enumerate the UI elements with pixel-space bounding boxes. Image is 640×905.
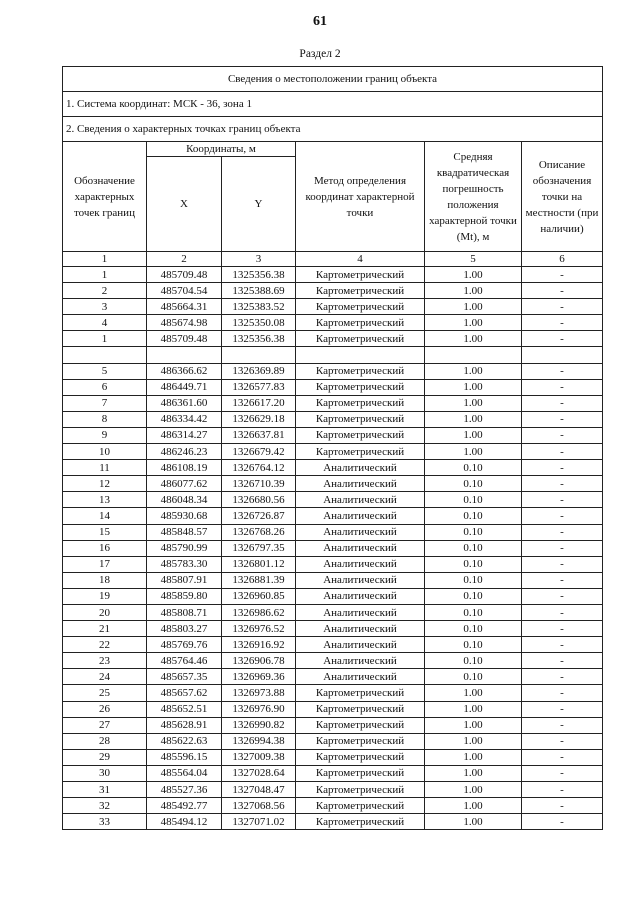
- method-cell: Картометрический: [296, 444, 425, 460]
- table-row: [63, 411, 603, 427]
- error-cell: 0.10: [425, 669, 522, 685]
- point-id-cell: 25: [63, 685, 147, 701]
- point-id-cell: 21: [63, 621, 147, 637]
- header-x: X: [147, 157, 222, 252]
- method-cell: Картометрический: [296, 749, 425, 765]
- x-cell: 485709.48: [147, 331, 222, 347]
- description-cell: -: [522, 331, 603, 347]
- table-row: [63, 814, 603, 830]
- error-cell: 1.00: [425, 685, 522, 701]
- table-row: [63, 267, 603, 283]
- header-method: Метод определения координат характерной точки: [296, 142, 425, 252]
- method-cell: Картометрический: [296, 267, 425, 283]
- point-id-cell: 19: [63, 588, 147, 604]
- description-cell: -: [522, 460, 603, 476]
- error-cell: 1.00: [425, 717, 522, 733]
- point-id-cell: 33: [63, 814, 147, 830]
- y-cell: 1326768.26: [222, 524, 296, 540]
- method-cell: Аналитический: [296, 508, 425, 524]
- point-id-cell: 18: [63, 572, 147, 588]
- method-cell: Картометрический: [296, 814, 425, 830]
- table-row: [63, 669, 603, 685]
- table-row: [63, 588, 603, 604]
- description-cell: -: [522, 653, 603, 669]
- description-cell: -: [522, 637, 603, 653]
- method-cell: Аналитический: [296, 492, 425, 508]
- point-id-cell: 14: [63, 508, 147, 524]
- method-cell: Картометрический: [296, 717, 425, 733]
- table-row: [63, 363, 603, 379]
- point-id-cell: 27: [63, 717, 147, 733]
- error-cell: 0.10: [425, 508, 522, 524]
- method-cell: Картометрический: [296, 782, 425, 798]
- error-cell: 1.00: [425, 283, 522, 299]
- x-cell: 485764.46: [147, 653, 222, 669]
- x-cell: 485848.57: [147, 524, 222, 540]
- point-id-cell: 1: [63, 267, 147, 283]
- description-cell: -: [522, 717, 603, 733]
- point-id-cell: 1: [63, 331, 147, 347]
- error-cell: 0.10: [425, 637, 522, 653]
- table-row: [63, 540, 603, 556]
- table-row: [63, 717, 603, 733]
- method-cell: Картометрический: [296, 379, 425, 395]
- description-cell: -: [522, 572, 603, 588]
- y-cell: 1326629.18: [222, 411, 296, 427]
- x-cell: 486361.60: [147, 395, 222, 411]
- method-cell: Картометрический: [296, 701, 425, 717]
- error-cell: 0.10: [425, 492, 522, 508]
- x-cell: 485628.91: [147, 717, 222, 733]
- point-id-cell: 4: [63, 315, 147, 331]
- error-cell: 1.00: [425, 411, 522, 427]
- x-cell: 486246.23: [147, 444, 222, 460]
- point-id-cell: 2: [63, 283, 147, 299]
- table-row: [63, 782, 603, 798]
- point-id-cell: [63, 347, 147, 363]
- column-number: 2: [147, 252, 222, 267]
- point-id-cell: 8: [63, 411, 147, 427]
- y-cell: 1327071.02: [222, 814, 296, 830]
- table-row: [63, 379, 603, 395]
- point-id-cell: 13: [63, 492, 147, 508]
- description-cell: -: [522, 621, 603, 637]
- page-number: 61: [313, 14, 327, 29]
- y-cell: 1325350.08: [222, 315, 296, 331]
- table-row: [63, 492, 603, 508]
- table-row: [63, 765, 603, 781]
- y-cell: 1325383.52: [222, 299, 296, 315]
- y-cell: 1326577.83: [222, 379, 296, 395]
- x-cell: 485596.15: [147, 749, 222, 765]
- table-row: [63, 653, 603, 669]
- x-cell: 485790.99: [147, 540, 222, 556]
- x-cell: 486449.71: [147, 379, 222, 395]
- point-id-cell: 10: [63, 444, 147, 460]
- table-row: [63, 524, 603, 540]
- x-cell: 485657.35: [147, 669, 222, 685]
- point-id-cell: 3: [63, 299, 147, 315]
- error-cell: 1.00: [425, 749, 522, 765]
- error-cell: 1.00: [425, 315, 522, 331]
- description-cell: -: [522, 765, 603, 781]
- description-cell: -: [522, 379, 603, 395]
- method-cell: Картометрический: [296, 363, 425, 379]
- column-number: 6: [522, 252, 603, 267]
- error-cell: 1.00: [425, 733, 522, 749]
- method-cell: Картометрический: [296, 733, 425, 749]
- error-cell: 1.00: [425, 395, 522, 411]
- table-row: [63, 621, 603, 637]
- x-cell: 485527.36: [147, 782, 222, 798]
- x-cell: 486077.62: [147, 476, 222, 492]
- method-cell: Аналитический: [296, 637, 425, 653]
- description-cell: -: [522, 411, 603, 427]
- description-cell: -: [522, 492, 603, 508]
- y-cell: 1327048.47: [222, 782, 296, 798]
- y-cell: 1326990.82: [222, 717, 296, 733]
- y-cell: 1327028.64: [222, 765, 296, 781]
- x-cell: 485709.48: [147, 267, 222, 283]
- y-cell: 1326960.85: [222, 588, 296, 604]
- description-cell: -: [522, 395, 603, 411]
- y-cell: [222, 347, 296, 363]
- column-number: 5: [425, 252, 522, 267]
- header-description: Описание обозначения точки на местности (при наличии): [522, 142, 603, 252]
- error-cell: 0.10: [425, 653, 522, 669]
- point-id-cell: 15: [63, 524, 147, 540]
- point-id-cell: 22: [63, 637, 147, 653]
- error-cell: 1.00: [425, 427, 522, 443]
- description-cell: -: [522, 363, 603, 379]
- method-cell: Картометрический: [296, 299, 425, 315]
- x-cell: 485664.31: [147, 299, 222, 315]
- y-cell: 1326369.89: [222, 363, 296, 379]
- y-cell: 1326976.90: [222, 701, 296, 717]
- description-cell: -: [522, 669, 603, 685]
- description-cell: -: [522, 315, 603, 331]
- y-cell: 1326679.42: [222, 444, 296, 460]
- y-cell: 1326973.88: [222, 685, 296, 701]
- y-cell: 1326710.39: [222, 476, 296, 492]
- y-cell: 1326680.56: [222, 492, 296, 508]
- y-cell: 1325356.38: [222, 267, 296, 283]
- table-body: [63, 267, 603, 830]
- y-cell: 1326994.38: [222, 733, 296, 749]
- method-cell: Аналитический: [296, 669, 425, 685]
- table-row: [63, 685, 603, 701]
- x-cell: 485657.62: [147, 685, 222, 701]
- point-id-cell: 23: [63, 653, 147, 669]
- x-cell: 485803.27: [147, 621, 222, 637]
- method-cell: Аналитический: [296, 460, 425, 476]
- method-cell: Картометрический: [296, 395, 425, 411]
- method-cell: Аналитический: [296, 556, 425, 572]
- y-cell: 1326969.36: [222, 669, 296, 685]
- x-cell: 485492.77: [147, 798, 222, 814]
- x-cell: 485564.04: [147, 765, 222, 781]
- table-row: [63, 331, 603, 347]
- section-label: Раздел 2: [299, 48, 341, 60]
- method-cell: Картометрический: [296, 685, 425, 701]
- y-cell: 1326976.52: [222, 621, 296, 637]
- x-cell: 486048.34: [147, 492, 222, 508]
- description-cell: [522, 347, 603, 363]
- x-cell: 486366.62: [147, 363, 222, 379]
- header-designation: Обозначение характерных точек границ: [63, 142, 147, 252]
- method-cell: Аналитический: [296, 604, 425, 620]
- error-cell: 1.00: [425, 299, 522, 315]
- x-cell: 486314.27: [147, 427, 222, 443]
- description-cell: -: [522, 444, 603, 460]
- table-title: Сведения о местоположении границ объекта: [63, 67, 603, 92]
- table-row: [63, 395, 603, 411]
- point-id-cell: 24: [63, 669, 147, 685]
- method-cell: Аналитический: [296, 476, 425, 492]
- error-cell: 1.00: [425, 701, 522, 717]
- y-cell: 1326764.12: [222, 460, 296, 476]
- point-id-cell: 20: [63, 604, 147, 620]
- points-section-title: 2. Сведения о характерных точках границ объекта: [63, 117, 603, 142]
- method-cell: [296, 347, 425, 363]
- method-cell: Аналитический: [296, 588, 425, 604]
- x-cell: 486334.42: [147, 411, 222, 427]
- description-cell: -: [522, 588, 603, 604]
- description-cell: -: [522, 267, 603, 283]
- method-cell: Картометрический: [296, 427, 425, 443]
- point-id-cell: 31: [63, 782, 147, 798]
- table-row: [63, 347, 603, 363]
- description-cell: -: [522, 524, 603, 540]
- y-cell: 1325388.69: [222, 283, 296, 299]
- x-cell: [147, 347, 222, 363]
- error-cell: 0.10: [425, 460, 522, 476]
- description-cell: -: [522, 427, 603, 443]
- description-cell: -: [522, 283, 603, 299]
- x-cell: 485622.63: [147, 733, 222, 749]
- boundary-points-table: [62, 66, 603, 830]
- description-cell: -: [522, 299, 603, 315]
- error-cell: 1.00: [425, 331, 522, 347]
- point-id-cell: 5: [63, 363, 147, 379]
- error-cell: 0.10: [425, 540, 522, 556]
- point-id-cell: 29: [63, 749, 147, 765]
- table-row: [63, 315, 603, 331]
- x-cell: 485704.54: [147, 283, 222, 299]
- error-cell: 0.10: [425, 621, 522, 637]
- point-id-cell: 30: [63, 765, 147, 781]
- description-cell: -: [522, 556, 603, 572]
- error-cell: 0.10: [425, 604, 522, 620]
- error-cell: 1.00: [425, 814, 522, 830]
- x-cell: 485652.51: [147, 701, 222, 717]
- error-cell: [425, 347, 522, 363]
- x-cell: 485808.71: [147, 604, 222, 620]
- description-cell: -: [522, 733, 603, 749]
- y-cell: 1326916.92: [222, 637, 296, 653]
- table-row: [63, 299, 603, 315]
- table-row: [63, 460, 603, 476]
- x-cell: 485783.30: [147, 556, 222, 572]
- header-error: Средняя квадратическая погрешность положения характерной точки (Mt), м: [425, 142, 522, 252]
- point-id-cell: 12: [63, 476, 147, 492]
- description-cell: -: [522, 782, 603, 798]
- point-id-cell: 32: [63, 798, 147, 814]
- y-cell: 1326797.35: [222, 540, 296, 556]
- error-cell: 0.10: [425, 588, 522, 604]
- table-row: [63, 556, 603, 572]
- error-cell: 0.10: [425, 524, 522, 540]
- y-cell: 1326906.78: [222, 653, 296, 669]
- point-id-cell: 7: [63, 395, 147, 411]
- method-cell: Аналитический: [296, 524, 425, 540]
- description-cell: -: [522, 508, 603, 524]
- error-cell: 0.10: [425, 572, 522, 588]
- x-cell: 486108.19: [147, 460, 222, 476]
- header-y: Y: [222, 157, 296, 252]
- table-row: [63, 604, 603, 620]
- description-cell: -: [522, 685, 603, 701]
- y-cell: 1326637.81: [222, 427, 296, 443]
- error-cell: 1.00: [425, 798, 522, 814]
- method-cell: Картометрический: [296, 411, 425, 427]
- table-row: [63, 444, 603, 460]
- table-row: [63, 701, 603, 717]
- description-cell: -: [522, 749, 603, 765]
- column-number: 1: [63, 252, 147, 267]
- y-cell: 1326726.87: [222, 508, 296, 524]
- column-number: 4: [296, 252, 425, 267]
- error-cell: 1.00: [425, 782, 522, 798]
- table-row: [63, 572, 603, 588]
- error-cell: 1.00: [425, 363, 522, 379]
- table-row: [63, 749, 603, 765]
- y-cell: 1326986.62: [222, 604, 296, 620]
- point-id-cell: 17: [63, 556, 147, 572]
- y-cell: 1326617.20: [222, 395, 296, 411]
- description-cell: -: [522, 476, 603, 492]
- method-cell: Картометрический: [296, 765, 425, 781]
- x-cell: 485769.76: [147, 637, 222, 653]
- table-row: [63, 733, 603, 749]
- error-cell: 0.10: [425, 556, 522, 572]
- description-cell: -: [522, 814, 603, 830]
- method-cell: Аналитический: [296, 621, 425, 637]
- description-cell: -: [522, 798, 603, 814]
- table-row: [63, 637, 603, 653]
- method-cell: Аналитический: [296, 572, 425, 588]
- method-cell: Аналитический: [296, 653, 425, 669]
- point-id-cell: 28: [63, 733, 147, 749]
- point-id-cell: 9: [63, 427, 147, 443]
- x-cell: 485494.12: [147, 814, 222, 830]
- point-id-cell: 26: [63, 701, 147, 717]
- method-cell: Картометрический: [296, 283, 425, 299]
- y-cell: 1326801.12: [222, 556, 296, 572]
- y-cell: 1327009.38: [222, 749, 296, 765]
- error-cell: 1.00: [425, 444, 522, 460]
- error-cell: 0.10: [425, 476, 522, 492]
- table-row: [63, 427, 603, 443]
- y-cell: 1325356.38: [222, 331, 296, 347]
- y-cell: 1326881.39: [222, 572, 296, 588]
- method-cell: Картометрический: [296, 331, 425, 347]
- table-row: [63, 476, 603, 492]
- table-row: [63, 508, 603, 524]
- description-cell: -: [522, 540, 603, 556]
- method-cell: Картометрический: [296, 798, 425, 814]
- column-number: 3: [222, 252, 296, 267]
- error-cell: 1.00: [425, 765, 522, 781]
- header-coordinates: Координаты, м: [147, 142, 296, 157]
- error-cell: 1.00: [425, 379, 522, 395]
- x-cell: 485859.80: [147, 588, 222, 604]
- description-cell: -: [522, 701, 603, 717]
- x-cell: 485807.91: [147, 572, 222, 588]
- point-id-cell: 16: [63, 540, 147, 556]
- error-cell: 1.00: [425, 267, 522, 283]
- method-cell: Аналитический: [296, 540, 425, 556]
- y-cell: 1327068.56: [222, 798, 296, 814]
- x-cell: 485930.68: [147, 508, 222, 524]
- x-cell: 485674.98: [147, 315, 222, 331]
- coordinate-system: 1. Система координат: МСК - 36, зона 1: [63, 92, 603, 117]
- point-id-cell: 6: [63, 379, 147, 395]
- table-row: [63, 798, 603, 814]
- description-cell: -: [522, 604, 603, 620]
- method-cell: Картометрический: [296, 315, 425, 331]
- table-row: [63, 283, 603, 299]
- point-id-cell: 11: [63, 460, 147, 476]
